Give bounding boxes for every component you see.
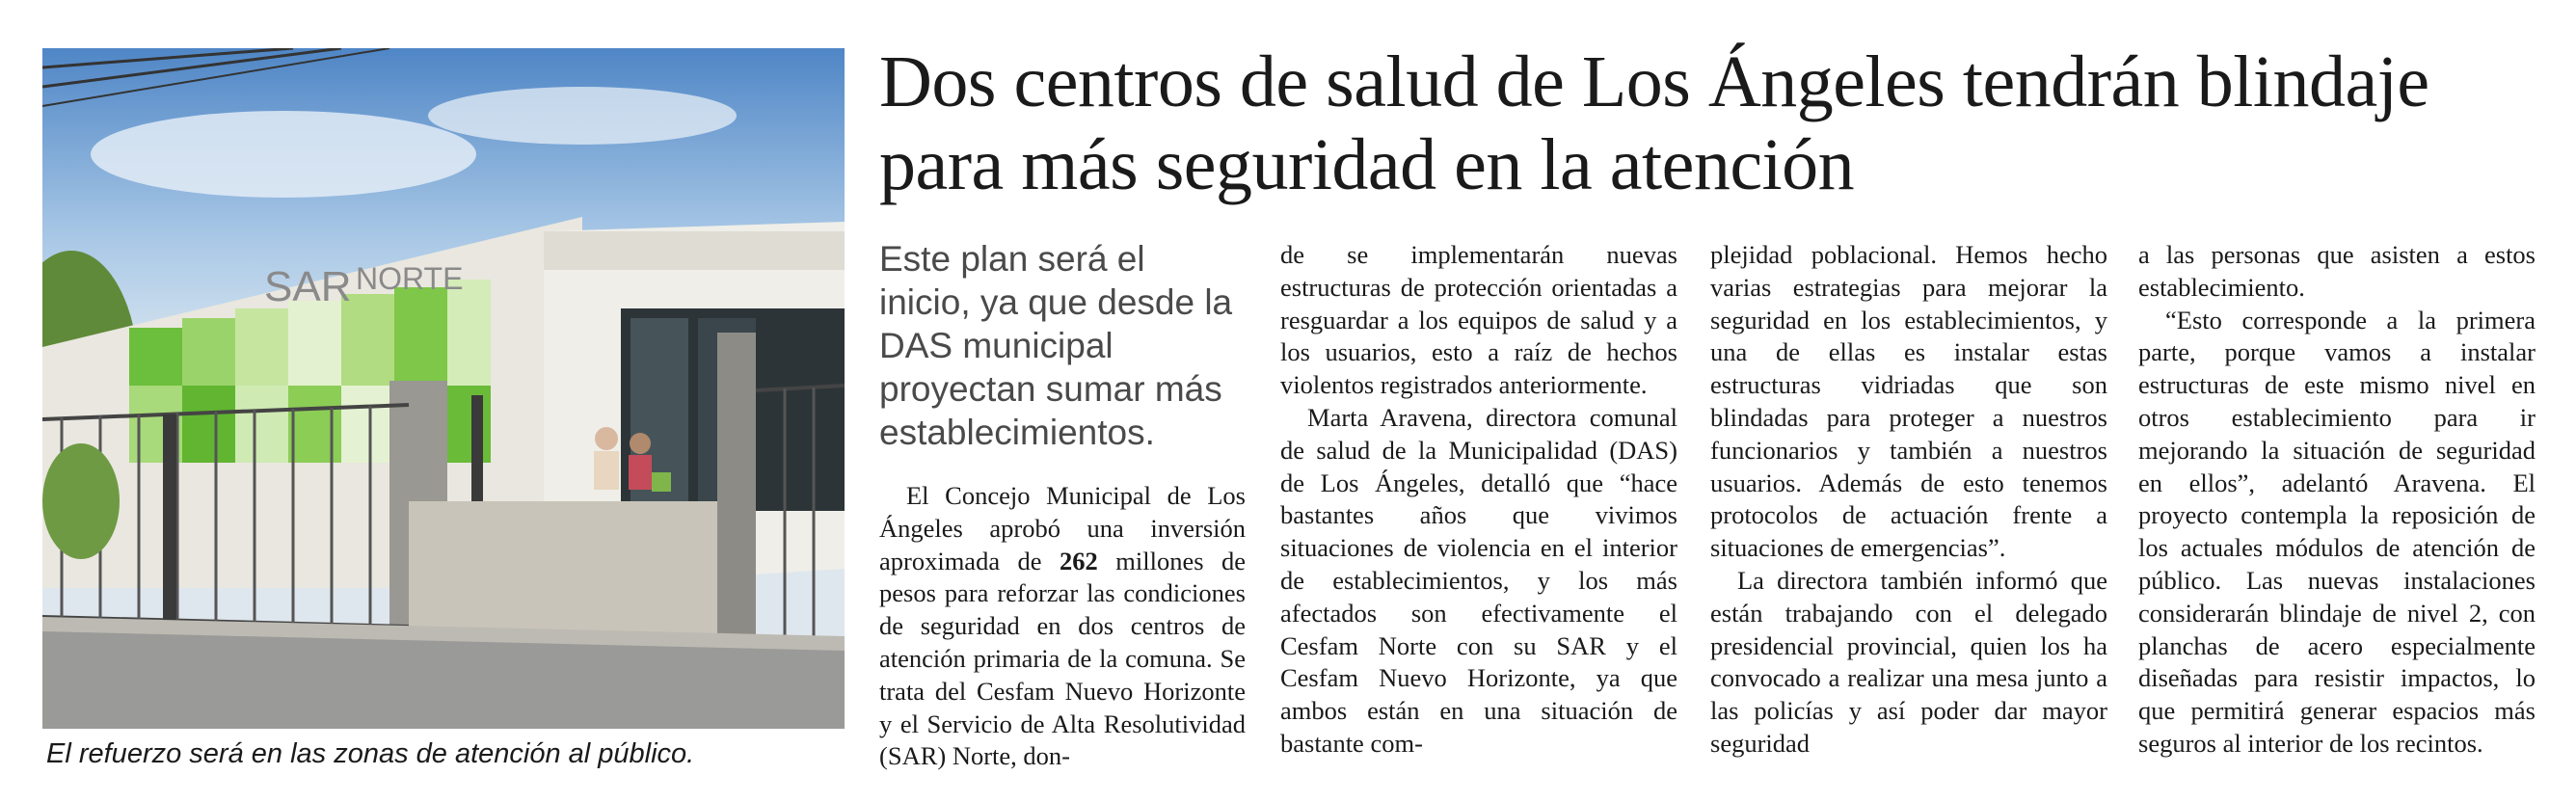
paragraph: a las personas que asisten a estos establecimiento. — [2138, 240, 2536, 302]
article-photo — [42, 48, 845, 729]
headline: Dos centros de salud de Los Ángeles tendrán blindaje para más seguridad en la atención — [879, 41, 2429, 205]
paragraph: plejidad poblacional. Hemos hecho varias estrategias para mejorar la seguridad en los establecimientos, y una de ellas es instalar estas estructuras vidriadas que son blindadas para proteger a nuestros funcionarios y también a nuestros usuarios. Además de esto tenemos protocolos de actuación frente a situaciones de emergencias”. — [1710, 240, 2107, 563]
paragraph: Marta Aravena, directora comunal de salud de la Municipalidad (DAS) de Los Ángeles, detalló que “hace bastantes años que vivimos situaciones de violencia en el interior de establecimientos, y los más afectados son efectivamente el Cesfam Norte con su SAR y el Cesfam Nuevo Horizonte, ya que ambos están en una situación de bastante com- — [1280, 402, 1677, 758]
paragraph — [879, 480, 1246, 773]
paragraph: “Esto corresponde a la primera parte, porque vamos a instalar estructuras de este mismo nivel en otros establecimiento para ir mejorando la situación de seguridad en ellos”, adelantó Aravena. El proyecto contempla la reposición de los actuales módulos de atención de público. Las nuevas instalaciones considerarán blindaje de nivel 2, con planchas de acero especialmente diseñadas para resistir impactos, lo que permitirá generar espacios más seguros al interior de los recintos. — [2138, 305, 2536, 758]
paragraph-text: El Concejo Municipal de Los Ángeles aprobó una inversión aproximada de — [879, 481, 1246, 575]
photo-sign-name: NORTE — [356, 261, 464, 296]
body-column-1 — [879, 480, 1246, 773]
paragraph-text: millones de pesos para reforzar las condiciones de seguridad en dos centros de atención primaria de la comuna. Se trata del Cesfam Nuevo Horizonte y el Servicio de Alta Resolutividad (SAR) Norte, don- — [879, 546, 1246, 771]
photo-caption: El refuerzo será en las zonas de atención al público. — [46, 738, 695, 769]
body-column-2 — [1280, 239, 1677, 761]
photo-illustration — [42, 48, 845, 729]
body-column-4 — [2138, 239, 2536, 761]
paragraph-bold-figure: 262 — [1060, 546, 1098, 575]
photo-sign-brand: SAR — [264, 263, 352, 310]
paragraph: La directora también informó que están trabajando con el delegado presidencial provincial, quien los ha convocado a realizar una mesa junto a las policías y así poder dar mayor seguridad — [1710, 565, 2107, 758]
body-column-3 — [1710, 239, 2107, 761]
paragraph: de se implementarán nuevas estructuras de protección orientadas a resguardar a los equipos de salud y a los usuarios, esto a raíz de hechos violentos registrados anteriormente. — [1280, 240, 1677, 400]
subheadline: Este plan será el inicio, ya que desde la DAS municipal proyectan sumar más establecimientos. — [879, 239, 1233, 452]
